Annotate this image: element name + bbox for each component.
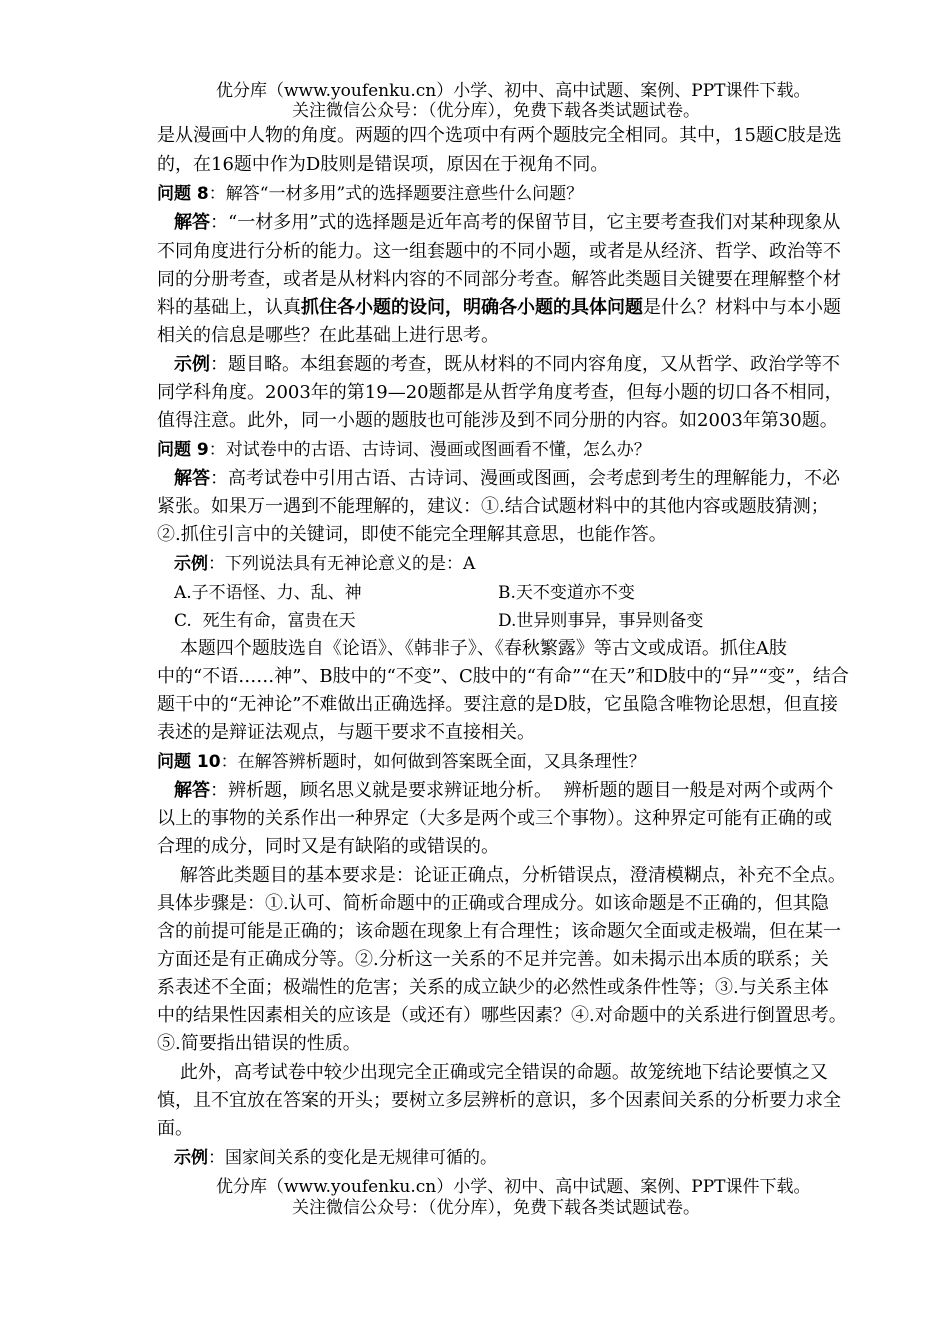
q8-example-line-1	[174, 353, 840, 377]
q9-answer-line-1	[174, 467, 840, 491]
q10-para2-line-1: 解答此类题目的基本要求是：论证正确点，分析错误点，澄清模糊点，补充不全点。	[157, 865, 846, 886]
question-9-label: 问题 9	[157, 440, 209, 460]
q8-answer-line-4	[157, 296, 841, 320]
q9-answer-line-2: 紧张。如果万一遇到不能理解的，建议：①.结合试题材料中的其他内容或题肢猜测；	[157, 496, 829, 517]
q9-example-text: ：下列说法具有无神论意义的是：A	[208, 554, 476, 574]
q10-para2-line-7: ⑤.简要指出错误的性质。	[157, 1033, 361, 1054]
q10-example	[174, 1146, 497, 1170]
q8-example-line-3: 值得注意。此外，同一小题的题肢也可能涉及到不同分册的内容。如2003年第30题。	[157, 410, 838, 431]
q10-answer-label: 解答	[174, 780, 210, 801]
q10-para2-line-4: 方面还是有正确成分等。②.分析这一关系的不足并完善。如未揭示出本质的联系；关	[157, 949, 829, 970]
q9-answer-text-1: ：高考试卷中引用古语、古诗词、漫画或图画，会考虑到考生的理解能力，不必	[210, 468, 840, 489]
q8-example-line-2: 同学科角度。2003年的第19—20题都是从哲学角度考查，但每小题的切口各不相同，	[157, 382, 843, 403]
q10-para3-line-3: 面。	[157, 1118, 193, 1139]
q8-answer-line-2: 不同角度进行分析的能力。这一组套题中的不同小题，或者是从经济、哲学、政治等不	[157, 241, 841, 262]
q8-example-label: 示例	[174, 354, 210, 375]
question-8-label: 问题 8	[157, 184, 209, 204]
q8-emphasis-2: 明确各小题的具体问题	[463, 297, 643, 318]
q10-answer-line-1	[174, 779, 833, 803]
q9-option-b: B.天不变道亦不变	[498, 583, 635, 603]
q10-para2-line-2: 具体步骤是：①.认可、简析命题中的正确或合理成分。如该命题是不正确的，但其隐	[157, 893, 829, 914]
page-header-line1: 优分库（www.youfenku.cn）小学、初中、高中试题、案例、PPT课件下载。	[216, 81, 811, 101]
q10-para3-line-1: 此外，高考试卷中较少出现完全正确或完全错误的命题。故笼统地下结论要慎之又	[157, 1062, 828, 1083]
question-10	[157, 750, 646, 774]
q9-example-label: 示例	[174, 554, 208, 574]
q9-option-d: D.世异则事异，事异则备变	[498, 611, 704, 631]
q10-para2-line-6: 中的结果性因素相关的应该是（或还有）哪些因素？④.对命题中的关系进行倒置思考。	[157, 1005, 847, 1026]
page-footer-line1: 优分库（www.youfenku.cn）小学、初中、高中试题、案例、PPT课件下载。	[216, 1177, 811, 1197]
q9-option-a: A.子不语怪、力、乱、神	[174, 583, 362, 603]
q10-para2-line-5: 系表述不全面；极端性的危害；关系的成立缺少的必然性或条件性等；③.与关系主体	[157, 977, 829, 998]
question-10-label: 问题 10	[157, 752, 221, 772]
q8-answer-line-5: 相关的信息是哪些？在此基础上进行思考。	[157, 325, 499, 346]
q9-answer-label: 解答	[174, 468, 210, 489]
question-9-text: ：对试卷中的古语、古诗词、漫画或图画看不懂，怎么办？	[208, 440, 651, 460]
question-8-text: ：解答“一材多用”式的选择题要注意些什么问题？	[208, 184, 584, 204]
q10-answer-line-2: 以上的事物的关系作出一种界定（大多是两个或三个事物）。这种界定可能有正确的或	[157, 808, 832, 829]
q10-example-text: ：国家间关系的变化是无规律可循的。	[208, 1148, 497, 1168]
page-footer-line2: 关注微信公众号：（优分库），免费下载各类试题试卷。	[292, 1198, 700, 1218]
q8-emphasis-1: 抓住各小题的设问	[301, 297, 445, 318]
question-8	[157, 182, 583, 206]
q10-para3-line-2: 慎，且不宜放在答案的开头；要树立多层辨析的意识，多个因素间关系的分析要力求全	[157, 1090, 841, 1111]
q10-answer-line-3: 合理的成分，同时又是有缺陷的或错误的。	[157, 836, 499, 857]
intro-line-2: 的，在16题中作为D肢则是错误项，原因在于视角不同。	[157, 154, 609, 175]
question-9	[157, 438, 651, 462]
q9-explanation-line-4: 表述的是辩证法观点，与题干要求不直接相关。	[157, 722, 535, 743]
page-header-line2: 关注微信公众号：（优分库），免费下载各类试题试卷。	[292, 101, 700, 121]
q9-option-c: C. 死生有命，富贵在天	[174, 611, 356, 631]
q8-answer-line-1	[174, 211, 840, 235]
q8-answer-label: 解答	[174, 212, 210, 233]
q10-answer-text-1: ：辨析题，顾名思义就是要求辨证地分析。 辨析题的题目一般是对两个或两个	[210, 780, 834, 801]
q10-para2-line-3: 含的前提可能是正确的；该命题在现象上有合理性；该命题欠全面或走极端，但在某一	[157, 921, 841, 942]
q8-answer-line-4-pre: 料的基础上，认真	[157, 297, 301, 318]
intro-line-1: 是从漫画中人物的角度。两题的四个选项中有两个题肢完全相同。其中，15题C肢是选	[157, 125, 842, 146]
q8-emphasis-comma: ，	[445, 297, 463, 318]
question-10-text: ：在解答辨析题时，如何做到答案既全面，又具条理性？	[220, 752, 646, 772]
q8-answer-line-4-post: 是什么？材料中与本小题	[643, 297, 841, 318]
q8-example-text-1: ：题目略。本组套题的考查，既从材料的不同内容角度，又从哲学、政治学等不	[210, 354, 840, 375]
q9-explanation-line-1: 本题四个题肢选自《论语》、《韩非子》、《春秋繁露》等古文或成语。抓住A肢	[157, 638, 787, 659]
q9-explanation-line-3: 题干中的“无神论”不难做出正确选择。要注意的是D肢，它虽隐含唯物论思想，但直接	[157, 694, 838, 715]
q8-answer-text-1: ：“一材多用”式的选择题是近年高考的保留节目，它主要考查我们对某种现象从	[210, 212, 841, 233]
q9-example	[174, 552, 475, 576]
q8-answer-line-3: 同的分册考查，或者是从材料内容的不同部分考查。解答此类题目关键要在理解整个材	[157, 269, 841, 290]
q10-example-label: 示例	[174, 1148, 208, 1168]
q9-explanation-line-2: 中的“不语……神”、B肢中的“不变”、C肢中的“有命”“在天”和D肢中的“异”“变”，结合	[157, 666, 849, 687]
q9-answer-line-3: ②.抓住引言中的关键词，即使不能完全理解其意思，也能作答。	[157, 524, 667, 545]
